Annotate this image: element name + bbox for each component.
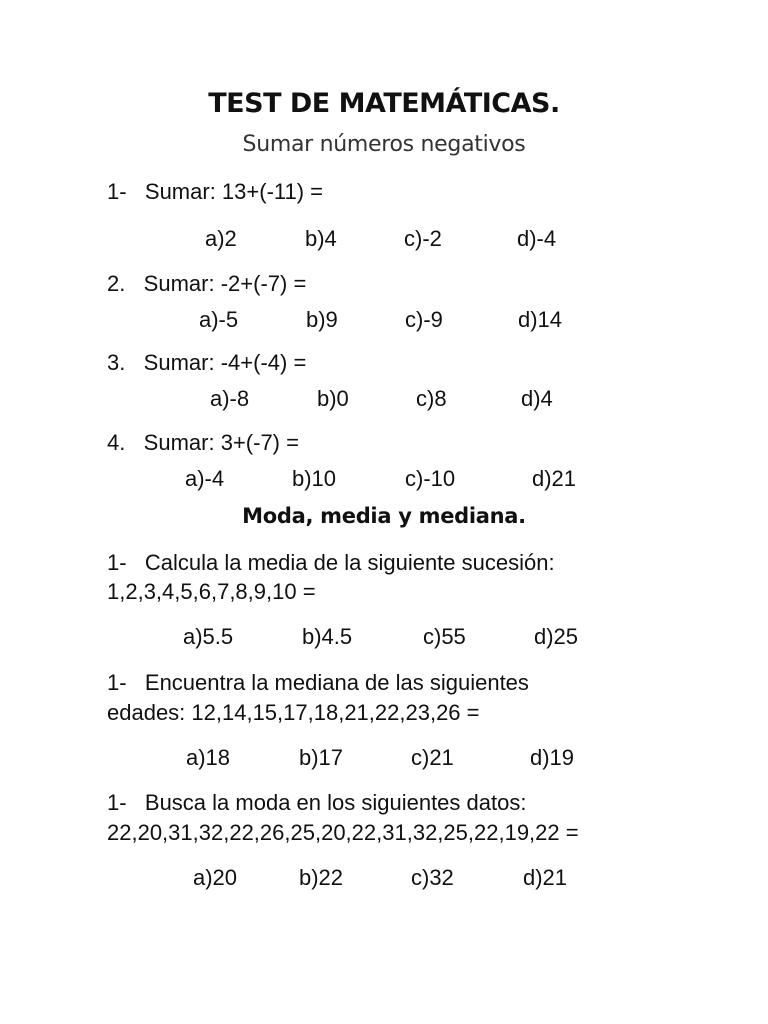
answer-option[interactable]: a)20 [193,865,238,890]
answer-option[interactable]: b)22 [299,865,344,890]
answer-option[interactable]: d)21 [532,466,577,491]
answer-option[interactable]: c)21 [411,745,454,770]
question-text: 3. Sumar: -4+(-4) = [107,350,307,375]
question-text: 4. Sumar: 3+(-7) = [107,430,299,455]
question-text: 1- Calcula la media de la siguiente sucesión: [107,550,555,575]
question-text-continued: edades: 12,14,15,17,18,21,22,23,26 = [107,700,480,725]
answer-option[interactable]: c)55 [423,624,466,649]
page-subtitle: Sumar números negativos [242,132,526,157]
answer-option[interactable]: b)4.5 [302,624,353,649]
answer-option[interactable]: d)25 [534,624,579,649]
answer-option[interactable]: b)9 [306,307,338,332]
question-text-continued: 1,2,3,4,5,6,7,8,9,10 = [107,579,316,604]
answer-option[interactable]: a)-4 [185,466,225,491]
answer-option[interactable]: b)0 [317,386,349,411]
answer-option[interactable]: a)2 [205,226,237,251]
answer-option[interactable]: d)-4 [517,226,557,251]
answer-option[interactable]: c)8 [416,386,447,411]
question-text: 1- Sumar: 13+(-11) = [107,179,324,204]
question-text: 1- Encuentra la mediana de las siguientes [107,670,529,695]
answer-option[interactable]: d)14 [518,307,563,332]
question-text-continued: 22,20,31,32,22,26,25,20,22,31,32,25,22,19,22 = [107,820,579,845]
section-heading: Moda, media y mediana. [242,504,526,528]
answer-option[interactable]: b)17 [299,745,344,770]
answer-option[interactable]: d)21 [523,865,568,890]
answer-option[interactable]: a)-5 [199,307,239,332]
answer-option[interactable]: a)18 [186,745,231,770]
answer-option[interactable]: d)4 [521,386,553,411]
question-text: 1- Busca la moda en los siguientes datos: [107,790,527,815]
answer-option[interactable]: b)10 [292,466,337,491]
answer-option[interactable]: a)-8 [210,386,250,411]
answer-option[interactable]: b)4 [305,226,337,251]
answer-option[interactable]: a)5.5 [183,624,234,649]
answer-option[interactable]: c)-10 [405,466,456,491]
question-text: 2. Sumar: -2+(-7) = [107,271,307,296]
answer-option[interactable]: c)-9 [405,307,443,332]
page-title: TEST DE MATEMÁTICAS. [208,88,560,119]
answer-option[interactable]: c)32 [411,865,454,890]
answer-option[interactable]: c)-2 [404,226,442,251]
answer-option[interactable]: d)19 [530,745,575,770]
